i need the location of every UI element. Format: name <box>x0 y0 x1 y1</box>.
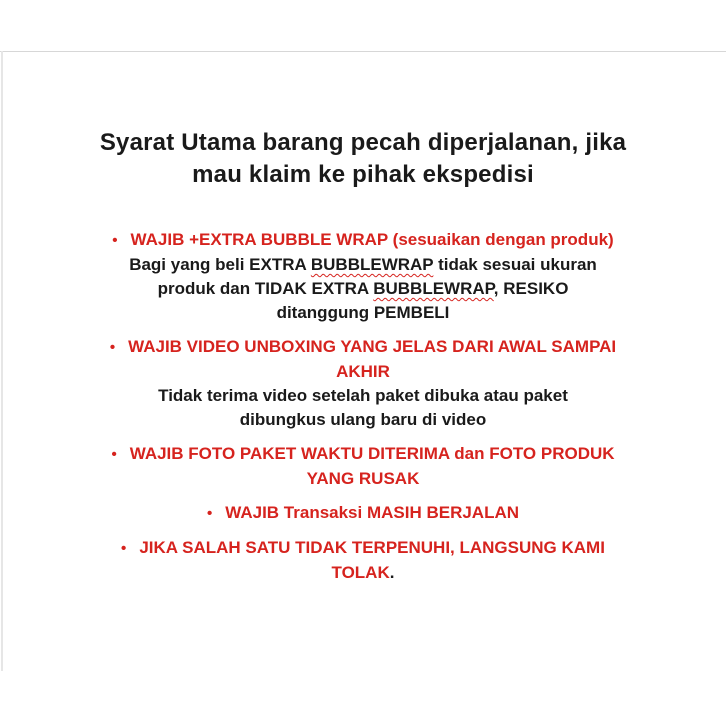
text-segment: JIKA SALAH SATU TIDAK TERPENUHI, LANGSUNG KAMI TOLAK <box>139 538 605 582</box>
text-segment: . <box>389 563 395 582</box>
page-left-border <box>1 51 3 671</box>
list-item <box>73 442 653 491</box>
bullet-icon: • <box>111 446 117 463</box>
text-segment: Tidak terima video setelah paket dibuka atau paket dibungkus ulang baru di video <box>158 386 568 429</box>
text-segment: , RESIKO ditanggung PEMBELI <box>276 279 569 322</box>
page-title: Syarat Utama barang pecah diperjalanan, jika mau klaim ke pihak ekspedisi <box>99 129 627 188</box>
rule-head <box>103 335 623 384</box>
rule-head <box>103 501 623 526</box>
misspelled-word: BUBBLEWRAP <box>310 255 434 274</box>
list-item <box>73 335 653 432</box>
text-segment: WAJIB VIDEO UNBOXING YANG JELAS DARI AWAL SAMPAI AKHIR <box>128 337 617 381</box>
rule-head <box>103 536 623 585</box>
bullet-icon: • <box>112 232 118 249</box>
page-top-border <box>0 51 726 52</box>
rule-head <box>103 228 623 253</box>
text-segment: WAJIB Transaksi MASIH BERJALAN <box>225 503 520 522</box>
list-item <box>73 501 653 526</box>
text-segment: Bagi yang beli EXTRA <box>129 255 311 274</box>
text-segment: tidak sesuai ukuran produk dan TIDAK EXTRA <box>157 255 597 298</box>
list-item <box>73 228 653 325</box>
list-item <box>73 536 653 585</box>
misspelled-word: BUBBLEWRAP <box>373 279 494 298</box>
text-segment: WAJIB +EXTRA BUBBLE WRAP (sesuaikan dengan produk) <box>130 230 614 249</box>
rule-subtext <box>118 384 608 432</box>
rules-list <box>73 228 653 585</box>
bullet-icon: • <box>109 339 116 356</box>
bullet-icon: • <box>206 505 213 522</box>
rule-head <box>103 442 623 491</box>
bullet-icon: • <box>121 540 127 557</box>
text-segment: WAJIB FOTO PAKET WAKTU DITERIMA dan FOTO PRODUK YANG RUSAK <box>129 444 615 488</box>
rule-subtext <box>118 253 608 325</box>
